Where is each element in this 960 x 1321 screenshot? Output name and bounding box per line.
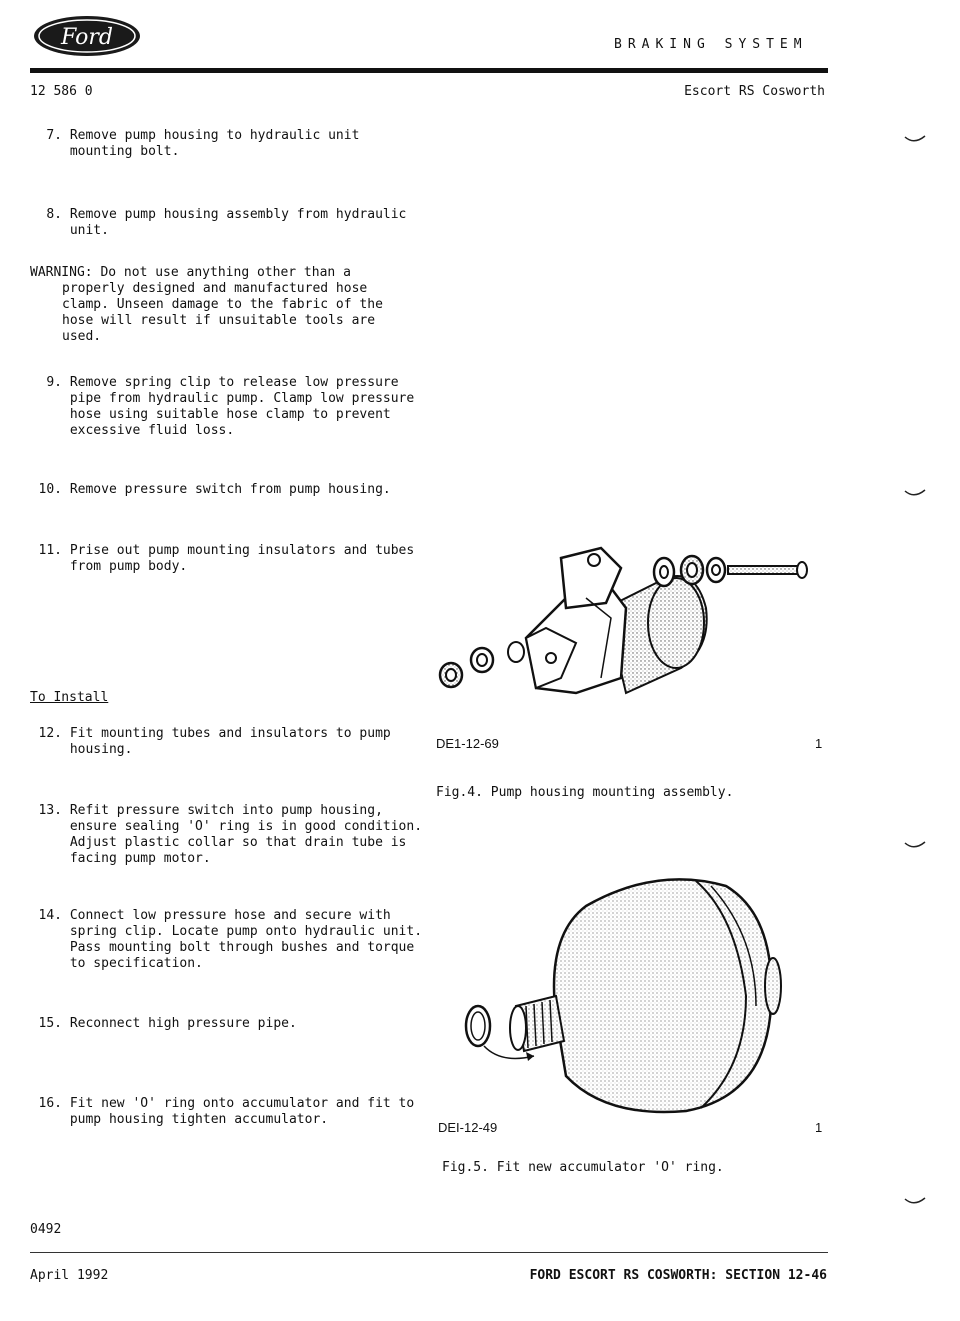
accumulator-illustration [456,856,796,1118]
model-name: Escort RS Cosworth [684,84,825,99]
figure-4-caption: Fig.4. Pump housing mounting assembly. [436,785,734,800]
footer-section-ref: FORD ESCORT RS COSWORTH: SECTION 12-46 [529,1268,827,1283]
page-code: 0492 [30,1222,62,1237]
step-15: 15. Reconnect high pressure pipe. [38,1016,297,1031]
footer-rule [30,1252,828,1253]
figure-4-mark: 1 [815,736,823,751]
step-10: 10. Remove pressure switch from pump housing. [38,482,391,497]
step-12: 12. Fit mounting tubes and insulators to pump housing. [38,726,391,757]
step-14: 14. Connect low pressure hose and secure with spring clip. Locate pump onto hydraulic unit. Pass mounting bolt through bushes and torque to specification. [38,908,423,971]
svg-text:Ford: Ford [61,25,113,50]
warning-note: WARNING: Do not use anything other than a properly designed and manufactured hose clamp. Unseen damage to the fabric of the hose will result if unsuitable tools are used. [30,265,383,344]
pump-housing-illustration [436,528,826,708]
footer-date: April 1992 [30,1268,109,1283]
margin-tick-mark [904,836,926,846]
step-11: 11. Prise out pump mounting insulators and tubes from pump body. [38,543,415,574]
figure-5-mark: 1 [815,1120,823,1135]
step-16: 16. Fit new 'O' ring onto accumulator and fit to pump housing tighten accumulator. [38,1096,415,1127]
step-7: 7. Remove pump housing to hydraulic unit mounting bolt. [46,128,360,159]
ford-logo [32,14,142,58]
section-title: BRAKING SYSTEM [614,37,808,52]
header-rule [30,68,828,73]
margin-tick-mark [904,1192,926,1202]
margin-tick-mark [904,484,926,494]
step-9: 9. Remove spring clip to release low pressure pipe from hydraulic pump. Clamp low pressure hose using suitable hose clamp to prevent excessive fluid loss. [46,375,415,438]
step-13: 13. Refit pressure switch into pump housing, ensure sealing 'O' ring is in good condition. Adjust plastic collar so that drain tube is facing pump motor. [38,803,423,866]
margin-tick-mark [904,130,926,140]
figure-5-ref: DEI-12-49 [438,1120,498,1135]
install-heading: To Install [30,690,109,705]
figure-5-caption: Fig.5. Fit new accumulator 'O' ring. [442,1160,724,1175]
step-8: 8. Remove pump housing assembly from hydraulic unit. [46,207,407,238]
part-code: 12 586 0 [30,84,93,99]
figure-4-ref: DE1-12-69 [436,736,499,751]
